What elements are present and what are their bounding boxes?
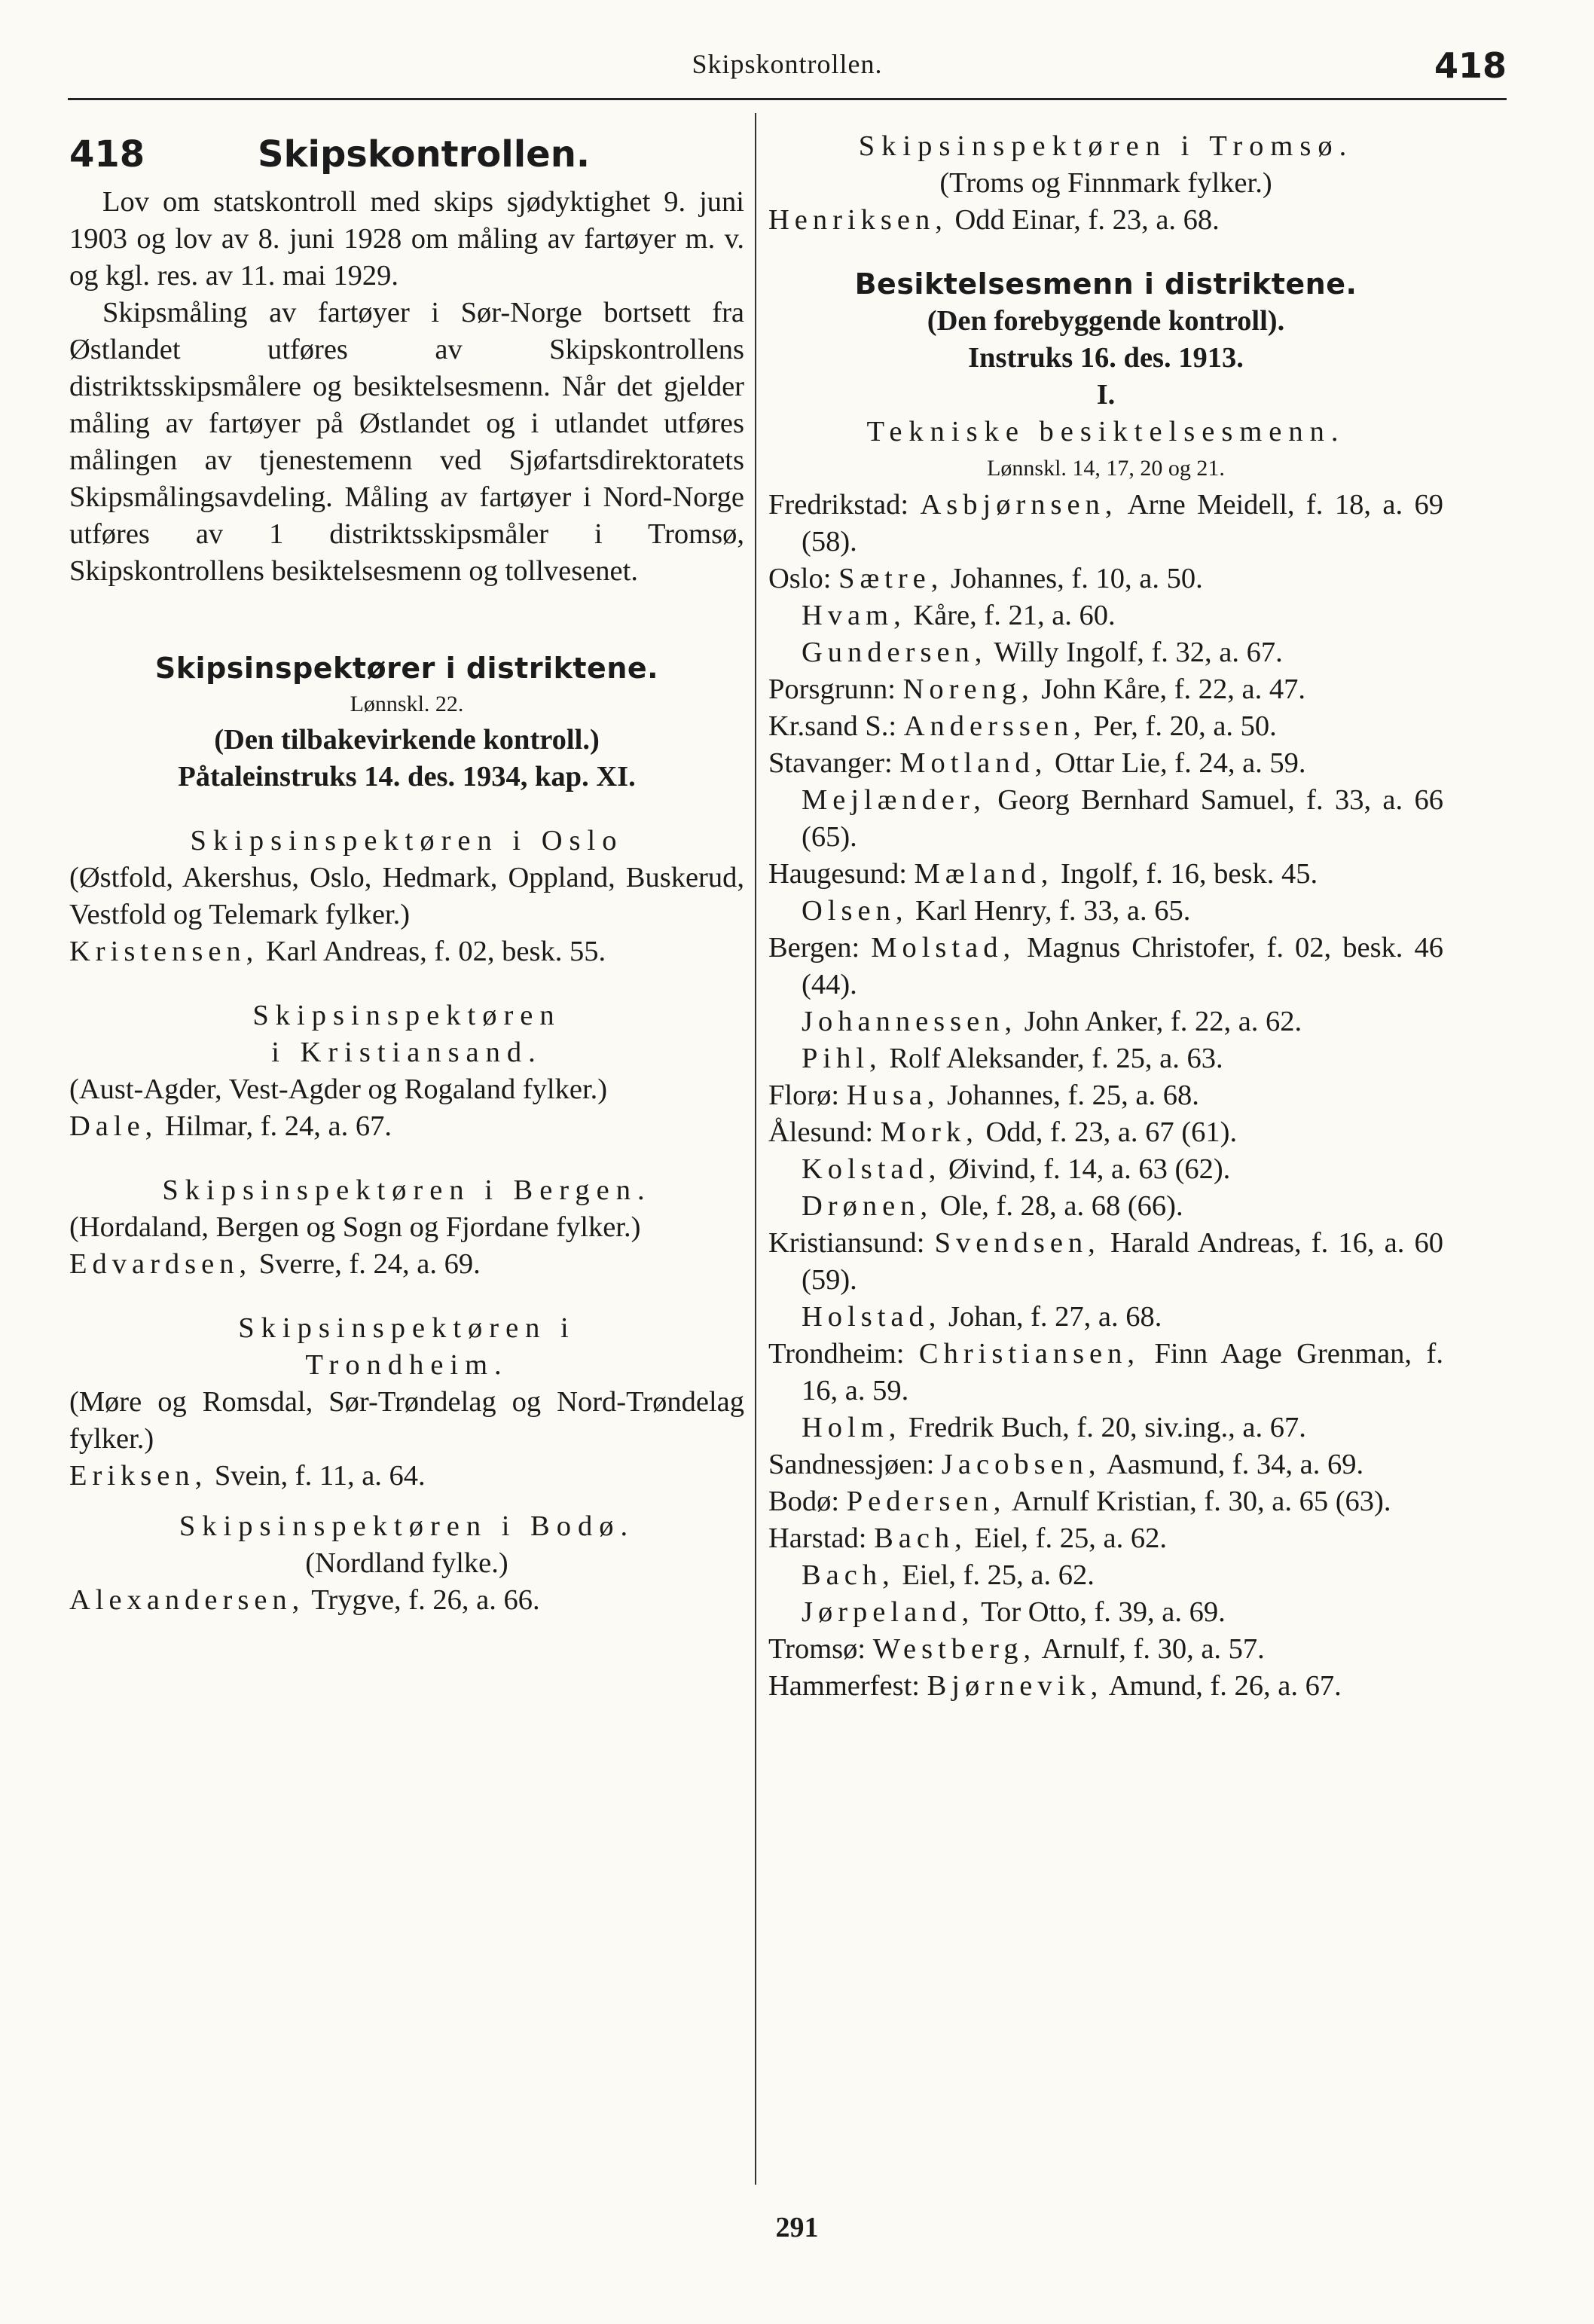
control-type: (Den tilbakevirkende kontroll.): [214, 724, 600, 756]
inspector-entry: [69, 1108, 744, 1145]
surveyor-details: Willy Ingolf, f. 32, a. 67.: [987, 637, 1283, 668]
surveyor-name: Molstad,: [871, 932, 1016, 963]
inspector-name: Alexandersen,: [69, 1584, 305, 1616]
surveyor-place: Kr.sand S.:: [768, 710, 904, 742]
surveyor-details: Øivind, f. 14, a. 63 (62).: [941, 1153, 1231, 1185]
inspector-name: Kristensen,: [69, 936, 259, 967]
inspector-entry: [69, 1582, 744, 1619]
surveyor-place: Fredrikstad:: [768, 489, 921, 521]
district-title-2: Trondheim.: [305, 1349, 508, 1381]
surveyor-details: Karl Henry, f. 33, a. 65.: [908, 895, 1191, 927]
surveyor-place: Stavanger:: [768, 747, 900, 779]
salary-class: Lønnskl. 22.: [350, 692, 464, 716]
surveyor-details: Arnulf, f. 30, a. 57.: [1036, 1633, 1265, 1665]
surveyor-entry: [768, 1336, 1443, 1409]
surveyor-name: Christiansen,: [918, 1338, 1141, 1370]
surveyor-name: Pihl,: [802, 1043, 882, 1074]
surveyor-place: Tromsø:: [768, 1633, 873, 1665]
surveyor-entry: [768, 1225, 1443, 1299]
footer-page-number: 291: [775, 2212, 819, 2243]
inspector-details: Sverre, f. 24, a. 69.: [252, 1248, 481, 1280]
surveyor-entry: [768, 634, 1443, 671]
inspector-entry: [768, 202, 1443, 239]
running-title: Skipskontrollen.: [692, 49, 883, 79]
inspector-details: Karl Andreas, f. 02, besk. 55.: [258, 936, 606, 967]
surveyor-details: John Kåre, f. 22, a. 47.: [1034, 673, 1306, 705]
instruction-ref: Påtaleinstruks 14. des. 1934, kap. XI.: [178, 761, 636, 792]
surveyor-entry: [768, 671, 1443, 708]
inspector-entry: [69, 1246, 744, 1283]
surveyor-place: Kristiansund:: [768, 1227, 935, 1259]
surveyor-place: Sandnessjøen:: [768, 1449, 942, 1480]
surveyor-name: Gundersen,: [802, 637, 988, 668]
intro-paragraph: Lov om statskontroll med skips sjødyktighet 9. juni 1903 og lov av 8. juni 1928 om måling av fartøyer m. v. og kgl. res. av 11. mai 1929.: [69, 186, 744, 292]
surveyor-entry: [768, 1077, 1443, 1114]
surveyor-details: Johannes, f. 25, a. 68.: [939, 1080, 1199, 1111]
surveyor-name: Anderssen,: [903, 710, 1086, 742]
roman-numeral: I.: [1096, 379, 1116, 411]
district-area: (Troms og Finnmark fylker.): [939, 167, 1272, 199]
surveyors-heading: Besiktelsesmenn i distriktene.: [854, 267, 1357, 301]
surveyor-entry: [768, 1557, 1443, 1594]
section-title: [69, 128, 744, 181]
surveyor-details: Aasmund, f. 34, a. 69.: [1101, 1449, 1364, 1480]
surveyor-place: Oslo:: [768, 563, 839, 594]
surveyor-details: Per, f. 20, a. 50.: [1086, 710, 1277, 742]
district-title: Skipsinspektøren i Bergen.: [162, 1174, 652, 1206]
surveyor-entry: [768, 1114, 1443, 1151]
surveyor-name: Olsen,: [802, 895, 908, 927]
surveyor-entry: [768, 1188, 1443, 1225]
district-title-2: i Kristiansand.: [271, 1037, 542, 1068]
surveyor-details: Arnulf Kristian, f. 30, a. 65 (63).: [1006, 1486, 1391, 1517]
surveyor-entry: [768, 1409, 1443, 1446]
surveyor-details: Amund, f. 26, a. 67.: [1103, 1670, 1342, 1702]
inspectors-heading: Skipsinspektører i distriktene.: [154, 652, 659, 685]
surveyor-entry: [768, 1631, 1443, 1668]
surveyor-name: Hvam,: [802, 600, 906, 631]
surveyor-name: Noreng,: [902, 673, 1034, 705]
surveyor-place: Harstad:: [768, 1522, 875, 1554]
surveyor-details: Fredrik Buch, f. 20, siv.ing., a. 67.: [901, 1412, 1306, 1443]
section-number: 418: [69, 133, 145, 176]
inspector-name: Dale,: [69, 1110, 158, 1142]
district-title: Skipsinspektøren i: [238, 1312, 576, 1344]
surveyor-details: Harald Andreas, f. 16, a. 60 (59).: [802, 1227, 1443, 1296]
inspector-details: Trygve, f. 26, a. 66.: [304, 1584, 540, 1616]
inspector-name: Eriksen,: [69, 1460, 208, 1492]
surveyor-name: Drønen,: [802, 1190, 933, 1222]
surveyor-entry: [768, 1003, 1443, 1040]
surveyor-name: Mæland,: [914, 858, 1054, 890]
surveyor-details: Magnus Christofer, f. 02, besk. 46 (44).: [802, 932, 1443, 1000]
surveyor-entry: [768, 856, 1443, 893]
inspector-details: Svein, f. 11, a. 64.: [207, 1460, 426, 1492]
district-title: Skipsinspektøren i Bodø.: [179, 1510, 635, 1542]
technical-surveyors-heading: Tekniske besiktelsesmenn.: [866, 416, 1345, 447]
surveyor-name: Svendsen,: [934, 1227, 1101, 1259]
surveyor-details: Finn Aage Grenman, f. 16, a. 59.: [802, 1338, 1443, 1406]
inspector-details: Odd Einar, f. 23, a. 68.: [947, 204, 1220, 236]
surveyor-details: Ingolf, f. 16, besk. 45.: [1053, 858, 1318, 890]
surveyor-place: Bergen:: [768, 932, 872, 963]
surveyor-place: Haugesund:: [768, 858, 915, 890]
surveyor-list: [768, 487, 1443, 1705]
surveyor-place: Trondheim:: [768, 1338, 919, 1370]
surveyor-place: Florø:: [768, 1080, 847, 1111]
surveyor-details: Georg Bernhard Samuel, f. 33, a. 66 (65).: [802, 784, 1443, 853]
surveyor-place: Ålesund:: [768, 1116, 881, 1148]
surveyor-name: Jørpeland,: [802, 1596, 975, 1628]
surveyor-entry: [768, 597, 1443, 634]
surveyor-name: Motland,: [899, 747, 1048, 779]
surveyor-name: Holm,: [802, 1412, 902, 1443]
surveyor-name: Mork,: [880, 1116, 979, 1148]
district-area: (Nordland fylke.): [305, 1547, 508, 1579]
surveyor-details: Rolf Aleksander, f. 25, a. 63.: [881, 1043, 1223, 1074]
surveyor-name: Kolstad,: [802, 1153, 942, 1185]
surveyor-entry: [768, 930, 1443, 1003]
surveyor-place: Porsgrunn:: [768, 673, 903, 705]
surveyor-entry: [768, 487, 1443, 560]
surveyor-name: Bach,: [874, 1522, 967, 1554]
district-area: (Møre og Romsdal, Sør-Trøndelag og Nord-Trøndelag fylker.): [69, 1386, 744, 1455]
district-area: (Østfold, Akershus, Oslo, Hedmark, Oppland, Buskerud, Vestfold og Telemark fylker.): [69, 862, 744, 930]
surveyor-entry: [768, 782, 1443, 856]
surveyor-details: Ottar Lie, f. 24, a. 59.: [1047, 747, 1306, 779]
inspector-name: Edvardsen,: [69, 1248, 252, 1280]
surveyor-name: Holstad,: [802, 1301, 942, 1333]
surveyor-details: Ole, f. 28, a. 68 (66).: [933, 1190, 1183, 1222]
surveyor-entry: [768, 1594, 1443, 1631]
surveyor-details: Odd, f. 23, a. 67 (61).: [978, 1116, 1238, 1148]
surveyor-entry: [768, 893, 1443, 930]
surveyor-details: Kåre, f. 21, a. 60.: [905, 600, 1116, 631]
surveyor-details: John Anker, f. 22, a. 62.: [1017, 1006, 1302, 1037]
surveyor-entry: [768, 1446, 1443, 1483]
district-title: Skipsinspektøren i Oslo: [190, 825, 624, 857]
salary-class: Lønnskl. 14, 17, 20 og 21.: [987, 456, 1225, 481]
surveyor-details: Johannes, f. 10, a. 50.: [943, 563, 1203, 594]
right-column: [768, 128, 1443, 1705]
surveyor-name: Asbjørnsen,: [920, 489, 1118, 521]
surveyor-place: Bodø:: [768, 1486, 847, 1517]
left-column: [69, 128, 744, 1619]
surveyor-details: Johan, f. 27, a. 68.: [941, 1301, 1162, 1333]
surveyor-entry: [768, 1483, 1443, 1520]
surveyor-name: Mejlænder,: [802, 784, 986, 816]
surveyor-details: Arne Meidell, f. 18, a. 69 (58).: [802, 489, 1443, 557]
surveyor-details: Eiel, f. 25, a. 62.: [966, 1522, 1167, 1554]
control-type: (Den forebyggende kontroll).: [927, 305, 1285, 337]
surveyor-entry: [768, 560, 1443, 597]
surveyor-entry: [768, 1151, 1443, 1188]
district-title: Skipsinspektøren: [252, 1000, 561, 1031]
surveyor-name: Westberg,: [872, 1633, 1037, 1665]
surveyor-name: Johannessen,: [802, 1006, 1018, 1037]
inspector-entry: [69, 933, 744, 970]
district-area: (Hordaland, Bergen og Sogn og Fjordane fylker.): [69, 1211, 641, 1243]
surveyor-name: Bach,: [802, 1559, 895, 1591]
body-paragraph: Skipsmåling av fartøyer i Sør-Norge bortsett fra Østlandet utføres av Skipskontrollens distriktsskipsmålere og besiktelsesmenn. Når det gjelder måling av fartøyer på Østlandet og i utlandet utføres målingen av tjenestemenn ved Sjøfartsdirektoratets Skipsmålingsavdeling. Måling av fartøyer i Nord-Norge utføres av 1 distriktsskipsmåler i Tromsø, Skipskontrollens besiktelsesmenn og tollvesenet.: [69, 297, 744, 587]
surveyor-entry: [768, 1668, 1443, 1705]
surveyor-entry: [768, 1299, 1443, 1336]
surveyor-name: Husa,: [846, 1080, 940, 1111]
surveyor-details: Tor Otto, f. 39, a. 69.: [974, 1596, 1226, 1628]
surveyor-entry: [768, 745, 1443, 782]
running-head: [68, 45, 1507, 100]
surveyor-name: Sætre,: [838, 563, 944, 594]
surveyor-name: Jacobsen,: [941, 1449, 1101, 1480]
surveyor-place: Hammerfest:: [768, 1670, 927, 1702]
inspector-name: Henriksen,: [768, 204, 948, 236]
district-area: (Aust-Agder, Vest-Agder og Rogaland fylker.): [69, 1073, 608, 1105]
surveyor-entry: [768, 708, 1443, 745]
instruction-ref: Instruks 16. des. 1913.: [968, 342, 1244, 374]
inspector-entry: [69, 1458, 744, 1495]
section-title-text: Skipskontrollen.: [258, 133, 591, 176]
surveyor-name: Pedersen,: [846, 1486, 1006, 1517]
surveyor-entry: [768, 1040, 1443, 1077]
inspector-details: Hilmar, f. 24, a. 67.: [157, 1110, 392, 1142]
column-divider: [755, 113, 756, 2185]
district-title: Skipsinspektøren i Tromsø.: [858, 130, 1354, 162]
surveyor-details: Eiel, f. 25, a. 62.: [894, 1559, 1095, 1591]
running-page-number: 418: [1434, 45, 1507, 86]
surveyor-entry: [768, 1520, 1443, 1557]
surveyor-name: Bjørnevik,: [927, 1670, 1104, 1702]
